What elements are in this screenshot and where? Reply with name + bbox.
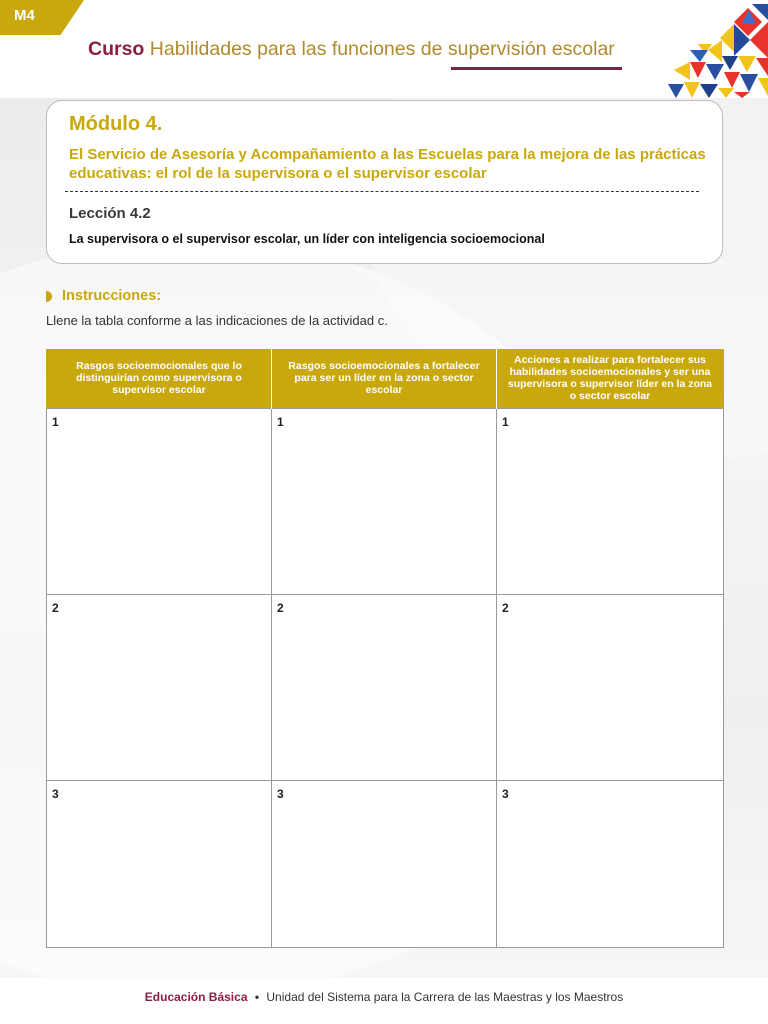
course-name: Habilidades para las funciones de supervisión escolar <box>149 38 615 60</box>
table-cell-input[interactable]: 1 <box>272 408 497 594</box>
geometric-mosaic-logo <box>660 0 768 98</box>
table-row <box>47 594 724 780</box>
lesson-title: Lección 4.2 <box>69 205 151 222</box>
instructions-text: Llene la tabla conforme a las indicaciones de la actividad c. <box>46 313 388 328</box>
table-row <box>47 408 724 594</box>
table-cell-input[interactable]: 3 <box>272 780 497 947</box>
course-word: Curso <box>88 38 145 60</box>
table-cell-input[interactable]: 1 <box>497 408 724 594</box>
activity-table <box>46 349 724 948</box>
table-header-cell: Rasgos socioemocionales a fortalecer para ser un líder en la zona o sector escolar <box>272 349 497 408</box>
module-info-card <box>46 100 723 264</box>
footer-brand: Educación Básica <box>144 990 248 1004</box>
table-header-cell: Rasgos socioemocionales que lo distinguirían como supervisora o supervisor escolar <box>47 349 272 408</box>
table-cell-input[interactable]: 1 <box>47 408 272 594</box>
table-cell-input[interactable]: 2 <box>272 594 497 780</box>
footer-text: Unidad del Sistema para la Carrera de las Maestras y los Maestros <box>266 990 624 1004</box>
course-title-underline <box>451 67 622 70</box>
table-cell-input[interactable]: 3 <box>47 780 272 947</box>
page-footer <box>0 990 768 1004</box>
dashed-divider <box>65 191 699 192</box>
table-cell-input[interactable]: 2 <box>497 594 724 780</box>
course-title <box>88 38 615 61</box>
table-row <box>47 780 724 947</box>
module-badge-label: M4 <box>14 7 35 24</box>
footer-separator: • <box>254 990 260 1004</box>
module-title: Módulo 4. <box>69 113 163 135</box>
instructions-heading: Instrucciones: <box>62 288 162 304</box>
table-cell-input[interactable]: 3 <box>497 780 724 947</box>
module-badge <box>0 0 84 35</box>
table-header-cell: Acciones a realizar para fortalecer sus habilidades socioemocionales y ser una supervisora o supervisor líder en la zona o sector escolar <box>497 349 724 408</box>
lesson-subtitle: La supervisora o el supervisor escolar, un líder con inteligencia socioemocional <box>69 232 545 246</box>
module-description: El Servicio de Asesoría y Acompañamiento a las Escuelas para la mejora de las prácticas educativas: el rol de la supervisora o el supervisor escolar <box>69 146 706 182</box>
table-header-row <box>47 349 724 408</box>
table-cell-input[interactable]: 2 <box>47 594 272 780</box>
